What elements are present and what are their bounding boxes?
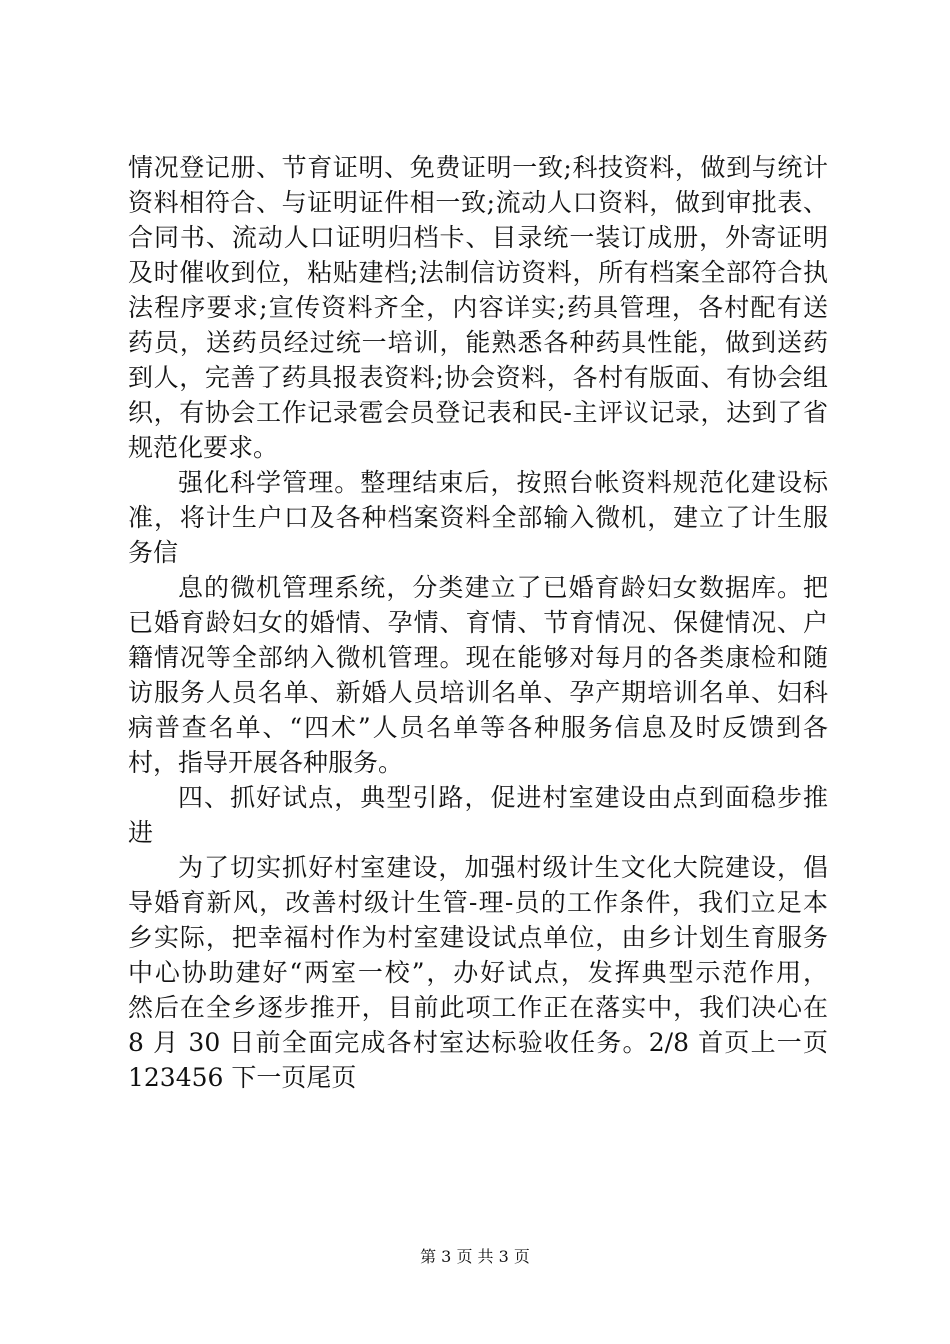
paragraph-2	[128, 465, 828, 570]
text-line: 及时催收到位，粘贴建档;法制信访资料，所有档案全部符合执	[128, 258, 828, 287]
text-line: 为了切实抓好村室建设，加强村级计生文化大院建设，倡	[178, 853, 828, 882]
text-line: 资料相符合、与证明证件相一致;流动人口资料，做到审批表、	[128, 188, 828, 217]
text-line: 情况登记册、节育证明、免费证明一致;科技资料，做到与统计	[128, 153, 828, 182]
text-line: 中心协助建好“两室一校”，办好试点，发挥典型示范作用，	[128, 958, 828, 987]
text-line: 导婚育新风，改善村级计生管-理-员的工作条件，我们立足本	[128, 888, 828, 917]
text-line: 规范化要求。	[128, 433, 279, 462]
text-line: 织，有协会工作记录雹会员登记表和民-主评议记录，达到了省	[128, 398, 828, 427]
paragraph-3	[128, 570, 828, 780]
text-line: 到人，完善了药具报表资料;协会资料，各村有版面、有协会组	[128, 363, 828, 392]
text-line: 病普查名单、“四术”人员名单等各种服务信息及时反馈到各	[128, 713, 828, 742]
text-line: 然后在全乡逐步推开，目前此项工作正在落实中，我们决心在	[128, 993, 828, 1022]
text-line: 药员，送药员经过统一培训，能熟悉各种药具性能，做到送药	[128, 328, 828, 357]
text-line: 123456 下一页尾页	[128, 1063, 357, 1092]
text-line: 息的微机管理系统，分类建立了已婚育龄妇女数据库。把	[178, 573, 828, 602]
text-line: 村，指导开展各种服务。	[128, 748, 404, 777]
text-line: 务信	[128, 538, 179, 567]
document-body	[128, 150, 828, 1095]
text-line: 访服务人员名单、新婚人员培训名单、孕产期培训名单、妇科	[128, 678, 828, 707]
text-line: 乡实际，把幸福村作为村室建设试点单位，由乡计划生育服务	[128, 923, 828, 952]
page-footer	[0, 1244, 950, 1267]
section-heading	[128, 780, 828, 850]
text-line: 准，将计生户口及各种档案资料全部输入微机，建立了计生服	[128, 503, 828, 532]
page-number: 第 3 页 共 3 页	[420, 1247, 530, 1266]
paragraph-5	[128, 850, 828, 1095]
text-line: 合同书、流动人口证明归档卡、目录统一装订成册，外寄证明	[128, 223, 828, 252]
text-line: 8 月 30 日前全面完成各村室达标验收任务。2/8 首页上一页	[128, 1028, 828, 1057]
text-line: 已婚育龄妇女的婚情、孕情、育情、节育情况、保健情况、户	[128, 608, 828, 637]
text-line: 法程序要求;宣传资料齐全，内容详实;药具管理，各村配有送	[128, 293, 828, 322]
text-line: 进	[128, 818, 154, 847]
paragraph-1	[128, 150, 828, 465]
text-line: 四、抓好试点，典型引路，促进村室建设由点到面稳步推	[178, 783, 828, 812]
text-line: 强化科学管理。整理结束后，按照台帐资料规范化建设标	[178, 468, 828, 497]
text-line: 籍情况等全部纳入微机管理。现在能够对每月的各类康检和随	[128, 643, 828, 672]
